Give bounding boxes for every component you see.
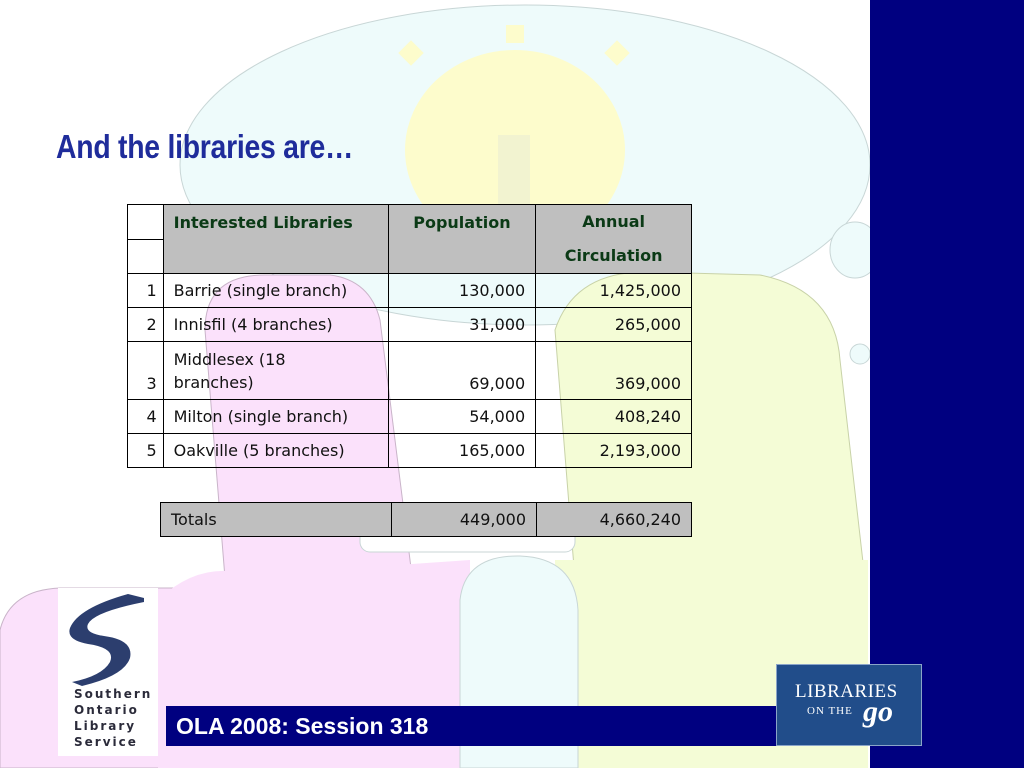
- row-index: 5: [128, 434, 164, 468]
- library-name: Oakville (5 branches): [163, 434, 388, 468]
- table-row: [128, 434, 692, 468]
- totals-table: [160, 502, 692, 537]
- circulation-value: 408,240: [536, 400, 692, 434]
- totals-population: 449,000: [392, 503, 537, 537]
- row-index: 4: [128, 400, 164, 434]
- table-row: [128, 342, 692, 400]
- sols-line-southern: Southern: [74, 687, 153, 701]
- sols-line-ontario: Ontario: [74, 703, 139, 717]
- circulation-value: 2,193,000: [536, 434, 692, 468]
- footer-session-label: OLA 2008: Session 318: [176, 713, 429, 739]
- libraries-on-the-go-logo: [776, 664, 922, 746]
- libraries-table: [127, 204, 692, 468]
- library-name: Middlesex (18 branches): [163, 342, 388, 400]
- right-sidebar-band: [870, 0, 1024, 768]
- row-index: 3: [128, 342, 164, 400]
- library-name: Barrie (single branch): [163, 274, 388, 308]
- header-population: Population: [388, 205, 536, 274]
- sols-logo-text: [74, 686, 152, 750]
- sols-line-service: Service: [74, 735, 138, 749]
- lotg-go: go: [863, 695, 893, 728]
- table-row: [128, 308, 692, 342]
- totals-label: Totals: [161, 503, 392, 537]
- circulation-value: 369,000: [536, 342, 692, 400]
- circulation-value: 265,000: [536, 308, 692, 342]
- row-index: 1: [128, 274, 164, 308]
- index-header-cell-2: [128, 239, 164, 274]
- lotg-on-the: ON THE: [807, 705, 853, 717]
- population-value: 54,000: [388, 400, 536, 434]
- library-name: Milton (single branch): [163, 400, 388, 434]
- table-row: [128, 400, 692, 434]
- population-value: 165,000: [388, 434, 536, 468]
- header-annual-circulation: [536, 205, 692, 274]
- lotg-libraries: LIBRARIES: [795, 681, 898, 702]
- population-value: 130,000: [388, 274, 536, 308]
- header-interested-libraries: Interested Libraries: [163, 205, 388, 274]
- header-circulation-line: Circulation: [564, 246, 663, 265]
- totals-circulation: 4,660,240: [537, 503, 692, 537]
- sols-s-mark-icon: [58, 588, 158, 688]
- index-header-cell: [128, 205, 164, 240]
- sols-line-library: Library: [74, 719, 137, 733]
- header-annual-line: Annual: [582, 212, 646, 231]
- slide-title: And the libraries are…: [56, 128, 354, 165]
- circulation-value: 1,425,000: [536, 274, 692, 308]
- totals-row: [161, 503, 692, 537]
- population-value: 31,000: [388, 308, 536, 342]
- library-name: Innisfil (4 branches): [163, 308, 388, 342]
- row-index: 2: [128, 308, 164, 342]
- table-row: [128, 274, 692, 308]
- population-value: 69,000: [388, 342, 536, 400]
